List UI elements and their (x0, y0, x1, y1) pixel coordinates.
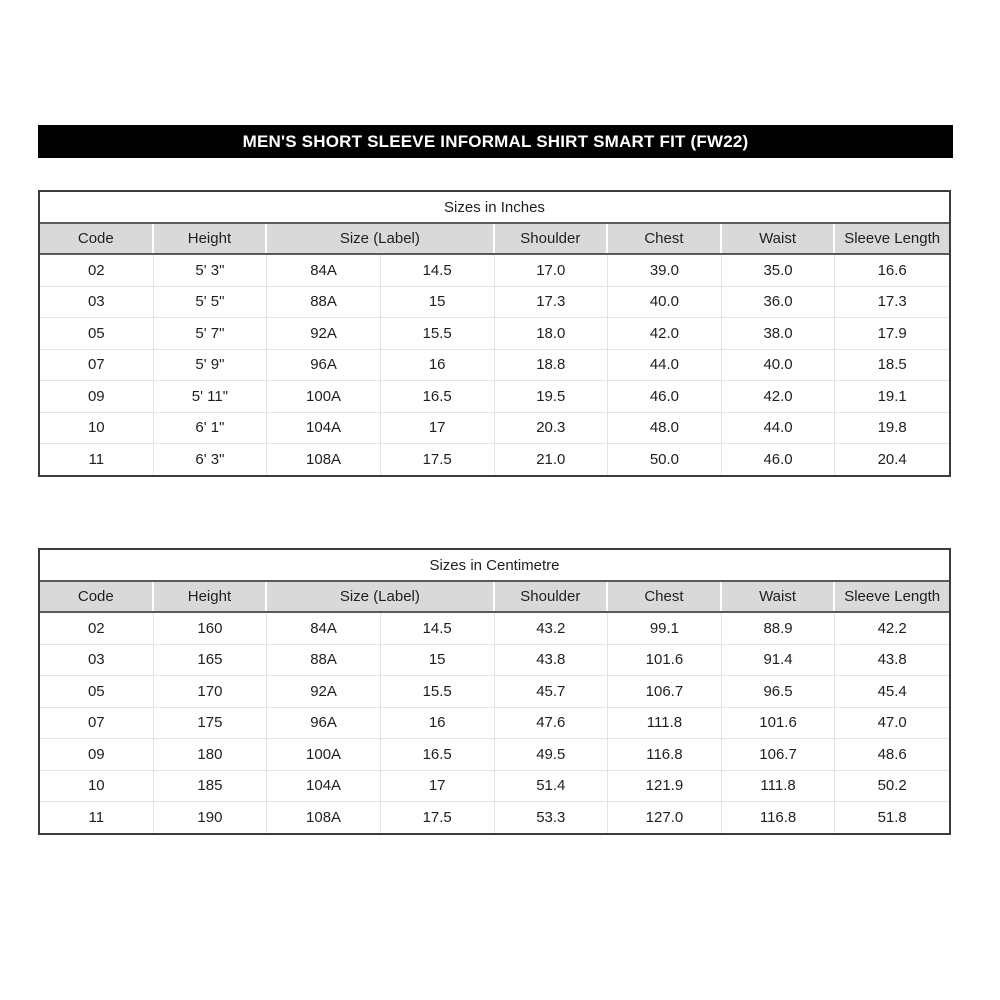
size-table-centimetre (38, 548, 951, 835)
column-header-shoulder: Shoulder (495, 582, 609, 611)
table-cell: 10 (40, 413, 154, 444)
table-cell: 09 (40, 381, 154, 412)
table-cell: 101.6 (722, 708, 836, 739)
table-cell: 88.9 (722, 613, 836, 644)
column-header-row (40, 222, 949, 255)
table-cell: 02 (40, 613, 154, 644)
table-cell: 42.0 (608, 318, 722, 349)
table-cell: 96A (267, 708, 381, 739)
table-cell: 35.0 (722, 255, 836, 286)
column-header-height: Height (154, 582, 268, 611)
table-cell: 47.0 (877, 714, 907, 732)
table-cell: 175 (154, 708, 268, 739)
column-header-sleeve-length: Sleeve Length (844, 588, 941, 605)
table-cell: 101.6 (608, 645, 722, 676)
table-cell: 17.3 (877, 293, 907, 311)
table-cell: 05 (40, 318, 154, 349)
table-row (40, 444, 949, 475)
table-cell: 19.5 (495, 381, 609, 412)
table-cell: 17.5 (381, 802, 495, 833)
table-cell: 42.0 (722, 381, 836, 412)
table-cell: 15 (381, 645, 495, 676)
table-cell: 50.2 (877, 777, 907, 795)
table-cell: 170 (154, 676, 268, 707)
table-cell: 36.0 (722, 287, 836, 318)
table-body (40, 613, 949, 833)
table-cell: 18.0 (495, 318, 609, 349)
table-cell: 49.5 (495, 739, 609, 770)
table-cell: 47.6 (495, 708, 609, 739)
table-cell: 19.1 (877, 387, 907, 405)
table-cell: 160 (154, 613, 268, 644)
table-cell: 44.0 (722, 413, 836, 444)
table-cell: 84A (267, 613, 381, 644)
table-cell: 18.8 (495, 350, 609, 381)
table-cell: 99.1 (608, 613, 722, 644)
table-cell: 45.7 (495, 676, 609, 707)
table-row (40, 708, 949, 740)
table-row (40, 802, 949, 833)
table-cell: 165 (154, 645, 268, 676)
table-cell: 40.0 (608, 287, 722, 318)
table-cell: 07 (40, 350, 154, 381)
table-cell: 5' 3" (154, 255, 268, 286)
table-cell: 88A (267, 287, 381, 318)
table-cell: 17 (381, 413, 495, 444)
table-cell: 17.5 (381, 444, 495, 475)
table-cell: 111.8 (608, 708, 722, 739)
table-cell: 53.3 (495, 802, 609, 833)
table-cell: 02 (40, 255, 154, 286)
table-cell: 14.5 (381, 613, 495, 644)
table-cell: 92A (267, 318, 381, 349)
column-header-shoulder: Shoulder (495, 224, 609, 253)
table-cell: 5' 9" (154, 350, 268, 381)
table-cell: 5' 5" (154, 287, 268, 318)
table-cell: 16.5 (381, 381, 495, 412)
table-row (40, 676, 949, 708)
table-cell: 48.6 (877, 745, 907, 763)
table-cell: 03 (40, 645, 154, 676)
column-header-height: Height (154, 224, 268, 253)
table-cell: 07 (40, 708, 154, 739)
table-body (40, 255, 949, 475)
table-cell: 104A (267, 413, 381, 444)
table-cell: 96.5 (722, 676, 836, 707)
table-cell: 108A (267, 802, 381, 833)
page-title: MEN'S SHORT SLEEVE INFORMAL SHIRT SMART FIT (FW22) (242, 131, 749, 151)
table-cell: 51.4 (495, 771, 609, 802)
table-cell: 127.0 (608, 802, 722, 833)
table-cell: 116.8 (608, 739, 722, 770)
table-cell: 44.0 (608, 350, 722, 381)
table-cell: 84A (267, 255, 381, 286)
column-header-size-label: Size (Label) (267, 582, 494, 611)
table-cell: 50.0 (608, 444, 722, 475)
table-cell: 19.8 (877, 419, 907, 437)
table-cell: 45.4 (877, 682, 907, 700)
table-cell: 39.0 (608, 255, 722, 286)
table-cell: 91.4 (722, 645, 836, 676)
column-header-waist: Waist (722, 224, 836, 253)
table-cell: 14.5 (381, 255, 495, 286)
table-row (40, 613, 949, 645)
table-cell: 106.7 (608, 676, 722, 707)
table-cell: 6' 1" (154, 413, 268, 444)
table-cell: 17.9 (877, 324, 907, 342)
table-row (40, 413, 949, 445)
table-cell: 5' 7" (154, 318, 268, 349)
table-row (40, 771, 949, 803)
table-cell: 96A (267, 350, 381, 381)
table-title: Sizes in Inches (40, 192, 949, 222)
table-cell: 104A (267, 771, 381, 802)
table-cell: 51.8 (877, 808, 907, 826)
table-row (40, 287, 949, 319)
table-row (40, 381, 949, 413)
table-cell: 6' 3" (154, 444, 268, 475)
column-header-waist: Waist (722, 582, 836, 611)
size-table-inches (38, 190, 951, 477)
table-cell: 43.8 (495, 645, 609, 676)
table-cell: 100A (267, 381, 381, 412)
table-cell: 108A (267, 444, 381, 475)
table-cell: 92A (267, 676, 381, 707)
table-cell: 16.5 (381, 739, 495, 770)
column-header-row (40, 580, 949, 613)
table-row (40, 645, 949, 677)
table-cell: 18.5 (877, 356, 907, 374)
table-cell: 121.9 (608, 771, 722, 802)
table-cell: 100A (267, 739, 381, 770)
column-header-size-label: Size (Label) (267, 224, 494, 253)
table-cell: 16 (381, 350, 495, 381)
table-cell: 20.4 (877, 450, 907, 468)
table-cell: 185 (154, 771, 268, 802)
table-cell: 190 (154, 802, 268, 833)
column-header-sleeve-length: Sleeve Length (844, 230, 941, 247)
table-row (40, 318, 949, 350)
table-cell: 15.5 (381, 676, 495, 707)
table-cell: 15.5 (381, 318, 495, 349)
column-header-code: Code (40, 582, 154, 611)
table-cell: 11 (40, 444, 154, 475)
table-cell: 11 (40, 802, 154, 833)
table-cell: 16.6 (877, 261, 907, 279)
table-row (40, 739, 949, 771)
table-cell: 106.7 (722, 739, 836, 770)
table-cell: 17.0 (495, 255, 609, 286)
table-cell: 21.0 (495, 444, 609, 475)
table-cell: 10 (40, 771, 154, 802)
table-cell: 40.0 (722, 350, 836, 381)
table-cell: 09 (40, 739, 154, 770)
title-banner (38, 125, 953, 158)
table-cell: 88A (267, 645, 381, 676)
table-cell: 05 (40, 676, 154, 707)
table-cell: 43.8 (877, 651, 907, 669)
table-cell: 17 (381, 771, 495, 802)
table-cell: 46.0 (722, 444, 836, 475)
table-cell: 48.0 (608, 413, 722, 444)
table-cell: 42.2 (877, 619, 907, 637)
table-row (40, 350, 949, 382)
table-cell: 116.8 (722, 802, 836, 833)
table-cell: 17.3 (495, 287, 609, 318)
table-cell: 111.8 (722, 771, 836, 802)
table-cell: 46.0 (608, 381, 722, 412)
table-cell: 20.3 (495, 413, 609, 444)
table-cell: 15 (381, 287, 495, 318)
table-cell: 43.2 (495, 613, 609, 644)
column-header-code: Code (40, 224, 154, 253)
table-title: Sizes in Centimetre (40, 550, 949, 580)
table-cell: 03 (40, 287, 154, 318)
table-cell: 16 (381, 708, 495, 739)
table-cell: 180 (154, 739, 268, 770)
table-cell: 38.0 (722, 318, 836, 349)
column-header-chest: Chest (608, 582, 722, 611)
table-row (40, 255, 949, 287)
column-header-chest: Chest (608, 224, 722, 253)
table-cell: 5' 11" (154, 381, 268, 412)
